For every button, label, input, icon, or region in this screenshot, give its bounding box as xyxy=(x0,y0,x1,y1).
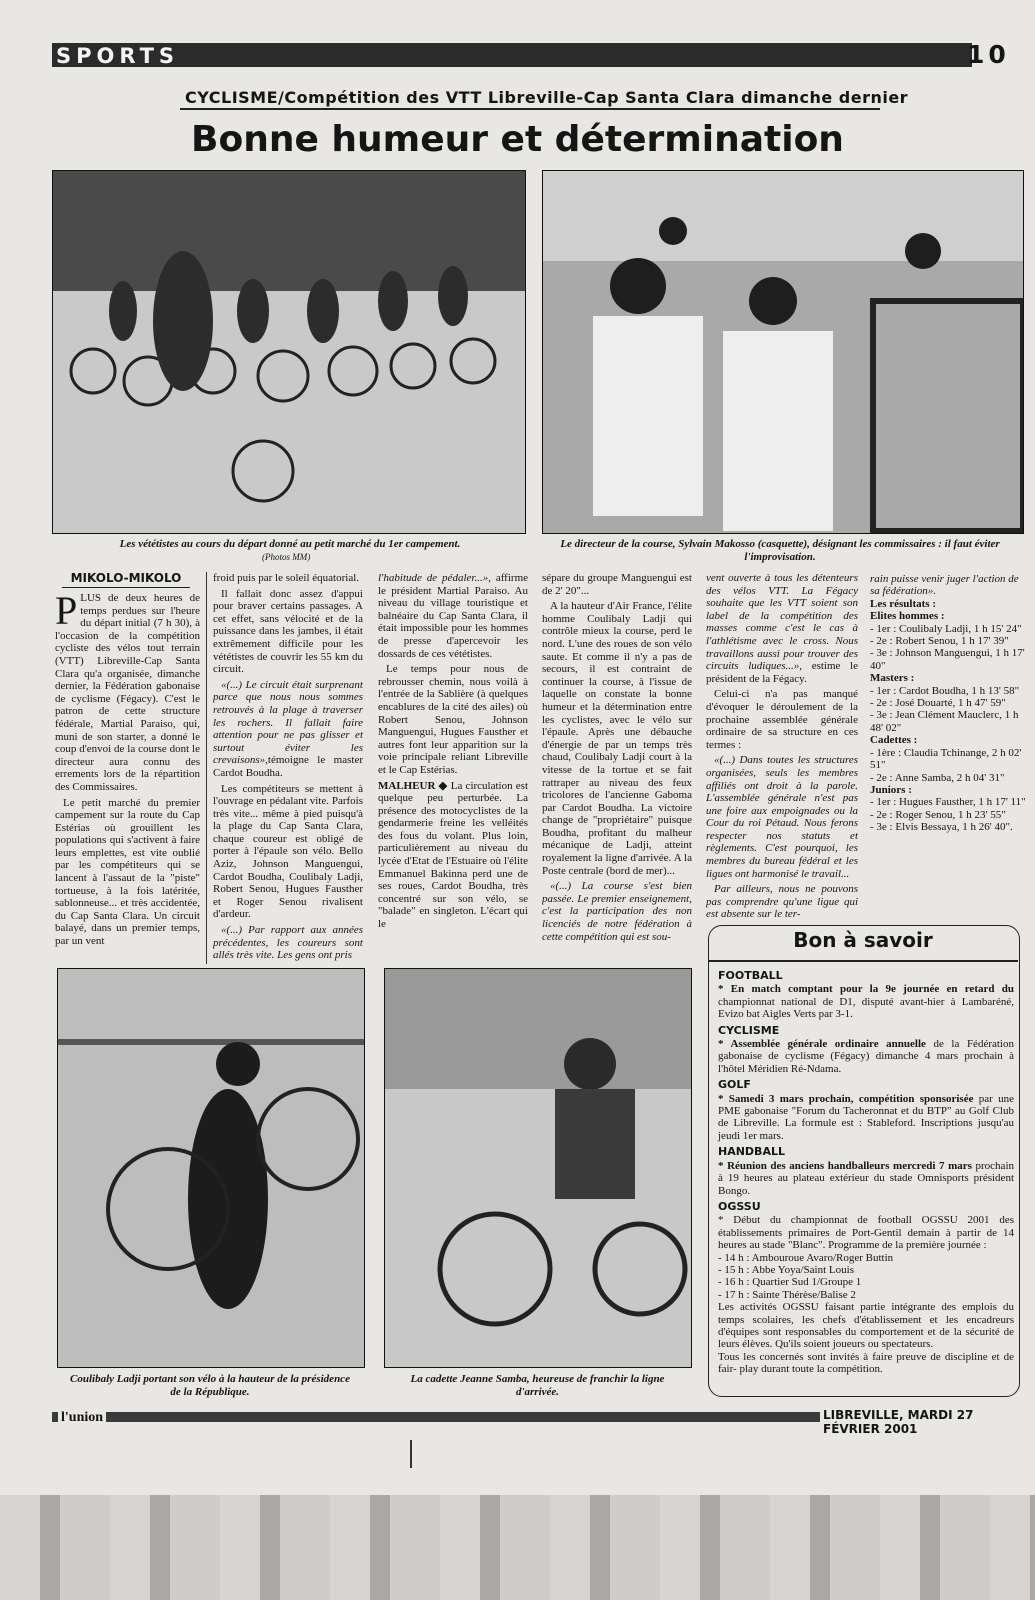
subhead-malheur: MALHEUR ◆ xyxy=(378,779,448,792)
col3-quote-1: l'habitude de pédaler...» xyxy=(378,572,489,584)
result-row: - 2e : Robert Senou, 1 h 17' 39" xyxy=(870,635,1009,648)
article-column-5 xyxy=(706,572,858,924)
column-rule xyxy=(206,572,207,964)
col1-para-2: Le petit marché du premier campement sur la route du Cap Estérias où grouillent les populations qui s'activent à faire leurs emplettes, est vite oublié par les compétiteurs qui se lancent à l'assaut de la "piste" tortueuse, à la fois latéritée, sablonneuse... et très accidentée, du Cap Santa Clara. Un circuit balayé, dans un premier temps, par un vent xyxy=(55,796,200,948)
brief-text: Tous les concernés sont invités à faire preuve de discipline et de fair- play durant toute la compétition. xyxy=(718,1350,1014,1376)
col6-quote: rain puisse venir juger l'action de sa fédération». xyxy=(870,573,1019,598)
photo-caption-3: Coulibaly Ladji portant son vélo à la hauteur de la présidence de la République. xyxy=(70,1373,350,1398)
brief-text: prochain à 19 heures au plateau extérieur du stade Omnisports président Bongo. xyxy=(718,1159,1014,1197)
photo-rider-carrying-bike xyxy=(57,968,365,1368)
juniors-title: Juniors : xyxy=(870,783,912,796)
brief-heading-football: FOOTBALL xyxy=(718,969,783,982)
result-row: - 3e : Elvis Bessaya, 1 h 26' 40". xyxy=(870,821,1013,834)
col5-para-1: , estime le président de la Fégacy. xyxy=(706,660,858,685)
brief-text: de la Fédération gabonaise de cyclisme (Fégacy) dimanche 4 mars prochain à l'hôtel Méridien Ré-Ndama. xyxy=(718,1038,1014,1075)
brief-lead: * Assemblée générale ordinaire annuelle xyxy=(718,1038,926,1051)
brief-text: championnat national de D1, disputé avant-hier à Lambaréné, Evizo bat Aigles Verts par 3-1. xyxy=(718,995,1014,1021)
col2-quote-2: «(...) Par rapport aux années précédentes, les coureurs sont allés très vite. Les gens ont pris xyxy=(213,924,363,962)
match-row: - 15 h : Abbe Yoya/Saint Louis xyxy=(718,1263,854,1276)
bon-a-savoir-body xyxy=(718,966,1014,1376)
results-title: Les résultats : xyxy=(870,597,936,610)
photo-caption-4: La cadette Jeanne Samba, heureuse de franchir la ligne d'arrivée. xyxy=(410,1373,665,1398)
result-row: - 1er : Cardot Boudha, 1 h 13' 58" xyxy=(870,684,1020,697)
result-row: - 2e : José Douarté, 1 h 47' 59" xyxy=(870,697,1006,710)
photo-caption-1: Les vététistes au cours du départ donné au petit marché du 1er campement. xyxy=(119,538,461,550)
photo-caption-2: Le directeur de la course, Sylvain Makosso (casquette), désignant les commissaires : il faut éviter l'improvisation. xyxy=(560,538,1000,563)
dateline: LIBREVILLE, MARDI 27 FÉVRIER 2001 xyxy=(820,1408,1035,1436)
match-row: - 14 h : Ambouroue Avaro/Roger Buttin xyxy=(718,1251,894,1264)
photo-race-director xyxy=(542,170,1024,534)
elites-title: Elites hommes : xyxy=(870,610,945,623)
col5-quote-1: vent ouverte à tous les détenteurs des vélos VTT. La Fégacy souhaite que les VTT soient son label de la compétition des masses comme c'est le cas à l'athlétisme avec le cross. Nous travaillons aussi pour trouver des circuits ludiques...» xyxy=(706,572,858,673)
match-row: - 16 h : Quartier Sud 1/Groupe 1 xyxy=(718,1276,862,1289)
brief-lead: * En match comptant pour la 9e journée en retard du xyxy=(718,983,1014,996)
photo-credit: (Photos MM) xyxy=(262,552,311,562)
brief-heading-ogssu: OGSSU xyxy=(718,1199,761,1213)
match-row: - 17 h : Sainte Thérèse/Balise 2 xyxy=(718,1288,856,1301)
brief-heading-cyclisme: CYCLISME xyxy=(718,1023,780,1037)
results-list xyxy=(870,573,1030,834)
photo-cyclists-start xyxy=(52,170,526,534)
kicker: CYCLISME/Compétition des VTT Libreville-Cap Santa Clara dimanche dernier xyxy=(185,88,909,107)
page-number: 10 xyxy=(967,40,1010,69)
section-bar xyxy=(52,43,972,67)
brief-heading-golf: GOLF xyxy=(718,1078,751,1092)
col3-para-1: , affirme le président Martial Paraiso. Au niveau du village touristique et balnéaire du Cap Santa Clara, il était impossible pour les hommes de presse d'apercevoir les dossards de ces vététistes. xyxy=(378,572,528,660)
result-row: - 3e : Johnson Manguengui, 1 h 17' 40" xyxy=(870,647,1025,672)
article-column-2 xyxy=(213,572,363,964)
col2-quote-1: «(...) Le circuit était surprenant parce que nous nous sommes retrouvés à la plage à traverser les rochers. Il fallait faire attention pour ne pas glisser et surtout éviter les crevaisons» xyxy=(213,678,363,767)
brief-heading-handball: HANDBALL xyxy=(718,1145,785,1159)
col2-para-2: Il fallait donc assez d'appui pour braver certains passages. A cet effet, sans vélocité et de la puissance dans les jambes, il était extrêmement difficile pour les vététistes de couvrir les 55 km du circuit. xyxy=(213,587,363,676)
photo-cadette-finish xyxy=(384,968,692,1368)
article-column-1 xyxy=(55,592,200,964)
col2-para-1: froid puis par le soleil équatorial. xyxy=(213,572,360,584)
result-row: - 1er : Coulibaly Ladji, 1 h 15' 24" xyxy=(870,622,1022,635)
col2-para-4: Les compétiteurs se mettent à l'ouvrage en pédalant vite. Parfois très vite... même à pied puisqu'à la plage du Cap Santa Clara, chaque coureur est obligé de porter à l'épaule son vélo. Bello Aziz, Johnson Manguengui, Cardot Boudha, Coulibaly Ladji, Robert Senou, Hugues Fausther et Roger Senou rivalisent d'ardeur. xyxy=(213,782,363,921)
drop-cap: P xyxy=(55,592,78,633)
col4-para-1: sépare du groupe Manguengui est de 2' 20"... xyxy=(542,572,692,597)
result-row: - 1er : Hugues Fausther, 1 h 17' 11" xyxy=(870,796,1026,809)
cadettes-title: Cadettes : xyxy=(870,734,918,747)
headline: Bonne humeur et détermination xyxy=(191,119,844,160)
result-row: - 1ère : Claudia Tchinange, 2 h 02' 51" xyxy=(870,746,1022,772)
scan-mark xyxy=(410,1440,412,1468)
brief-lead: * Réunion des anciens handballeurs mercredi 7 mars xyxy=(718,1159,972,1172)
brief-text: Les activités OGSSU faisant partie intégrante des emplois du temps scolaires, les chefs d'établissement et les encadreurs d'équipes sont responsables du comportement et de la sécurité de leurs élèves. Qu'ils soient joueurs ou spectateurs. xyxy=(718,1301,1014,1351)
brief-text: * Début du championnat de football OGSSU 2001 des établissements primaires de Port-Gentil demain à partir de 14 heures au stade "Blanc". Programme de la première journée : xyxy=(718,1214,1014,1252)
scan-background xyxy=(0,1495,1035,1600)
kicker-rule xyxy=(180,108,880,110)
article-column-3 xyxy=(378,572,528,964)
col4-para-2: A la hauteur d'Air France, l'élite homme Coulibaly Ladji qui contrôle mieux la course, perd le nord. L'une des roues de son vélo saute. Et comme il n'y a pas de secours, il est contraint de continuer la course, à l'issue de laquelle on constate la bonne humeur et la détermination entre les cyclistes, avec le vélo sur l'épaule. Après une débauche d'énergie de par un temps très chaud, Coulibaly Ladji court à la vitesse de la tortue et se fait rattraper au niveau des feux tricolores de l'ancienne Gaboma par Cardot Boudha. La victoire change de "propriétaire" puisque Boudha, profitant du malheur mécanique de Ladji, atteint royalement la ligne d'arrivée. A la Poste centrale (bord de mer)... xyxy=(542,600,692,877)
result-row: - 2e : Roger Senou, 1 h 23' 55" xyxy=(870,808,1006,821)
col5-quote-3: Par ailleurs, nous ne pouvons pas comprendre qu'une ligue qui est absente sur le ter- xyxy=(706,883,858,921)
brief-text: par une PME gabonaise "Forum du Tacheronnat et du BTP" au Golf Club de Libreville. La formule est : Stableford. Inscriptions jusqu'au jeudi 1er mars. xyxy=(718,1092,1014,1142)
masters-title: Masters : xyxy=(870,672,915,685)
col3-para-3: La circulation est quelque peu perturbée. La présence des motocyclistes de la gendarmerie freine les velléités des fous du volant. Plus loin, particulièrement au niveau du lycée d'Etat de l'Estuaire où l'élite Emmanuel Bakinna perd une de ses roues, Cardot Boudha, très concentré sur son vélo, se "balade" en singleton. L'écart qui le xyxy=(378,779,528,931)
bon-a-savoir-rule xyxy=(708,960,1018,962)
col3-para-2: Le temps pour nous de rebrousser chemin, nous voilà à l'entrée de la Sablière (à quelques encablures de la cité des ailes) où Robert Senou, Johnson Manguengui, Hugues Fausther et autres font leur apparition sur la voie principale reliant Libreville et le Cap Estérias. xyxy=(378,663,528,776)
result-row: - 2e : Anne Samba, 2 h 04' 31" xyxy=(870,771,1005,784)
result-row: - 3e : Jean Clément Mauclerc, 1 h 48' 02" xyxy=(870,709,1019,734)
col1-para-1: LUS de deux heures de temps perdues sur l'heure du départ initial (7 h 30), à l'occasion de la compétition cycliste des vélos tout terrain (VTT) Libreville-Cap Santa Clara qu'a organisée, dimanche dernier, la Fédération gabonaise de cyclisme (Fégacy). C'est le patron de cette structure fédérale, Martial Paraiso, qui, muni de son starter, a donné le coup d'envoi de la course dont le directeur aura connu des errements lors de la répartition des Commissaires. xyxy=(55,592,200,793)
col5-quote-2: «(...) Dans toutes les structures organisées, seuls les membres affiliés ont droit à la parole. L'assemblée générale n'est pas une foire aux empoignades ou la Cour du roi Pétaud. Nous ferons respecter nos statuts et règlements. C'est pourquoi, les membres du bureau fédéral et les ligues ont harmonisé le travail... xyxy=(706,754,858,880)
col5-para-2: Celui-ci n'a pas manqué d'évoquer le déroulement de la prochaine assemblée générale ordinaire de sa structure en ces termes : xyxy=(706,688,858,751)
masthead: l'union xyxy=(58,1410,106,1426)
bon-a-savoir-title: Bon à savoir xyxy=(793,928,933,952)
col4-quote-1: «(...) La course s'est bien passée. Le premier enseignement, c'est la participation des non licenciés de notre fédération à cette compétition qui est sou- xyxy=(542,880,692,943)
article-column-4 xyxy=(542,572,692,964)
col2-para-3: ,témoigne le master Cardot Boudha. xyxy=(213,754,363,779)
section-label: SPORTS xyxy=(56,44,180,68)
byline: MIKOLO-MIKOLO xyxy=(62,571,190,588)
brief-lead: * Samedi 3 mars prochain, compétition sponsorisée xyxy=(718,1092,974,1105)
